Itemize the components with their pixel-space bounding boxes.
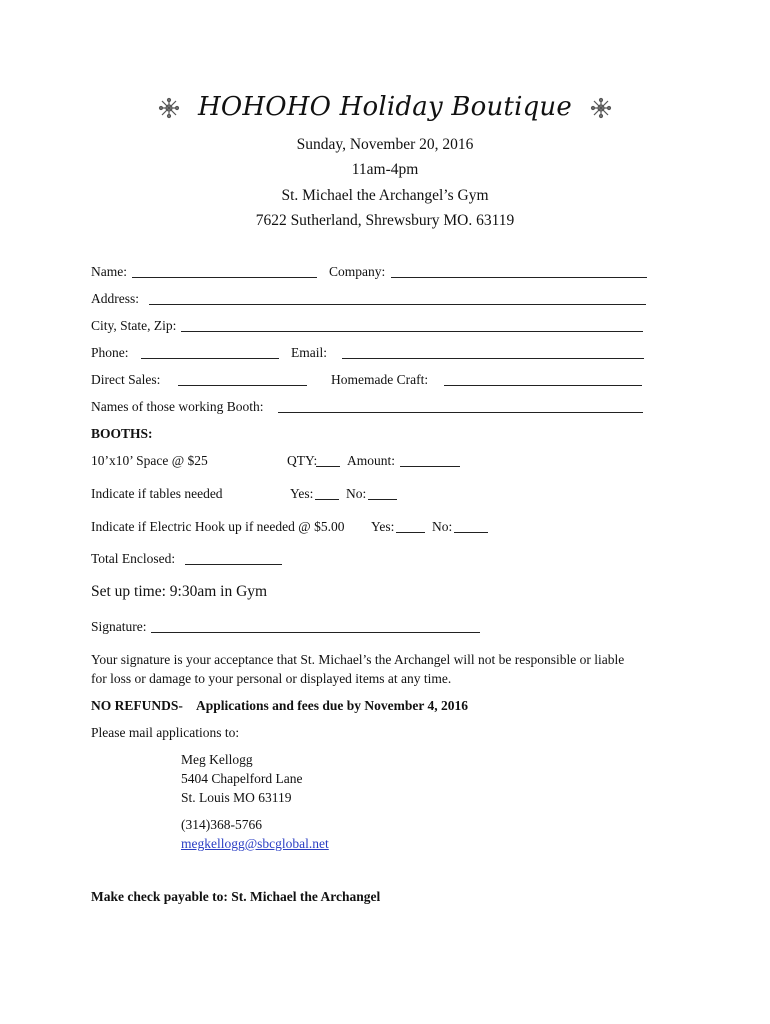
- event-time: 11am-4pm: [351, 161, 419, 178]
- email-field[interactable]: [342, 358, 644, 359]
- mail-name: Meg Kellogg: [181, 752, 253, 767]
- snowflake-icon: [158, 97, 180, 119]
- tables-no-field[interactable]: [368, 499, 397, 500]
- address-field[interactable]: [149, 304, 646, 305]
- signature-field[interactable]: [151, 632, 480, 633]
- event-address: 7622 Sutherland, Shrewsbury MO. 63119: [255, 212, 515, 229]
- city-label: City, State, Zip:: [91, 318, 177, 333]
- qty-field[interactable]: [316, 466, 340, 467]
- booths-heading: BOOTHS:: [91, 426, 153, 441]
- name-label: Name:: [91, 264, 127, 279]
- amount-field[interactable]: [400, 466, 460, 467]
- disclaimer-line1: Your signature is your acceptance that St. Michael’s the Archangel will not be responsible or liable: [91, 652, 625, 667]
- disclaimer-line2: for loss or damage to your personal or displayed items at any time.: [91, 671, 452, 686]
- phone-field[interactable]: [141, 358, 279, 359]
- electric-label: Indicate if Electric Hook up if needed @ $5.00: [91, 519, 345, 534]
- homemade-label: Homemade Craft:: [331, 372, 429, 387]
- total-field[interactable]: [185, 564, 282, 565]
- title-text: HOHOHO Holiday Boutique: [198, 92, 572, 122]
- workers-field[interactable]: [278, 412, 643, 413]
- address-label: Address:: [91, 291, 139, 306]
- company-label: Company:: [329, 264, 386, 279]
- phone-label: Phone:: [91, 345, 129, 360]
- due-date: Applications and fees due by November 4, 2016: [196, 698, 469, 713]
- tables-yes-label: Yes:: [290, 486, 314, 501]
- amount-label: Amount:: [347, 453, 396, 468]
- electric-no-label: No:: [432, 519, 453, 534]
- signature-label: Signature:: [91, 619, 147, 634]
- page-title: [0, 92, 770, 122]
- space-label: 10’x10’ Space @ $25: [91, 453, 208, 468]
- no-refunds: NO REFUNDS-: [91, 698, 183, 713]
- city-field[interactable]: [181, 331, 643, 332]
- mail-intro: Please mail applications to:: [91, 725, 240, 740]
- snowflake-icon: [590, 97, 612, 119]
- direct-sales-label: Direct Sales:: [91, 372, 161, 387]
- payable-note: Make check payable to: St. Michael the Archangel: [91, 889, 381, 904]
- workers-label: Names of those working Booth:: [91, 399, 264, 414]
- homemade-field[interactable]: [444, 385, 642, 386]
- email-label: Email:: [291, 345, 327, 360]
- qty-label: QTY:: [287, 453, 318, 468]
- direct-sales-field[interactable]: [178, 385, 307, 386]
- electric-yes-field[interactable]: [396, 532, 425, 533]
- mail-phone: (314)368-5766: [181, 817, 262, 832]
- event-venue: St. Michael the Archangel’s Gym: [281, 187, 489, 204]
- setup-time: Set up time: 9:30am in Gym: [91, 583, 268, 600]
- event-date: Sunday, November 20, 2016: [296, 136, 474, 153]
- mail-email-link[interactable]: megkellogg@sbcglobal.net: [181, 836, 329, 851]
- tables-no-label: No:: [346, 486, 367, 501]
- name-field[interactable]: [132, 277, 317, 278]
- electric-yes-label: Yes:: [371, 519, 395, 534]
- mail-city: St. Louis MO 63119: [181, 790, 292, 805]
- company-field[interactable]: [391, 277, 647, 278]
- mail-street: 5404 Chapelford Lane: [181, 771, 303, 786]
- total-label: Total Enclosed:: [91, 551, 176, 566]
- tables-yes-field[interactable]: [315, 499, 339, 500]
- electric-no-field[interactable]: [454, 532, 488, 533]
- tables-label: Indicate if tables needed: [91, 486, 223, 501]
